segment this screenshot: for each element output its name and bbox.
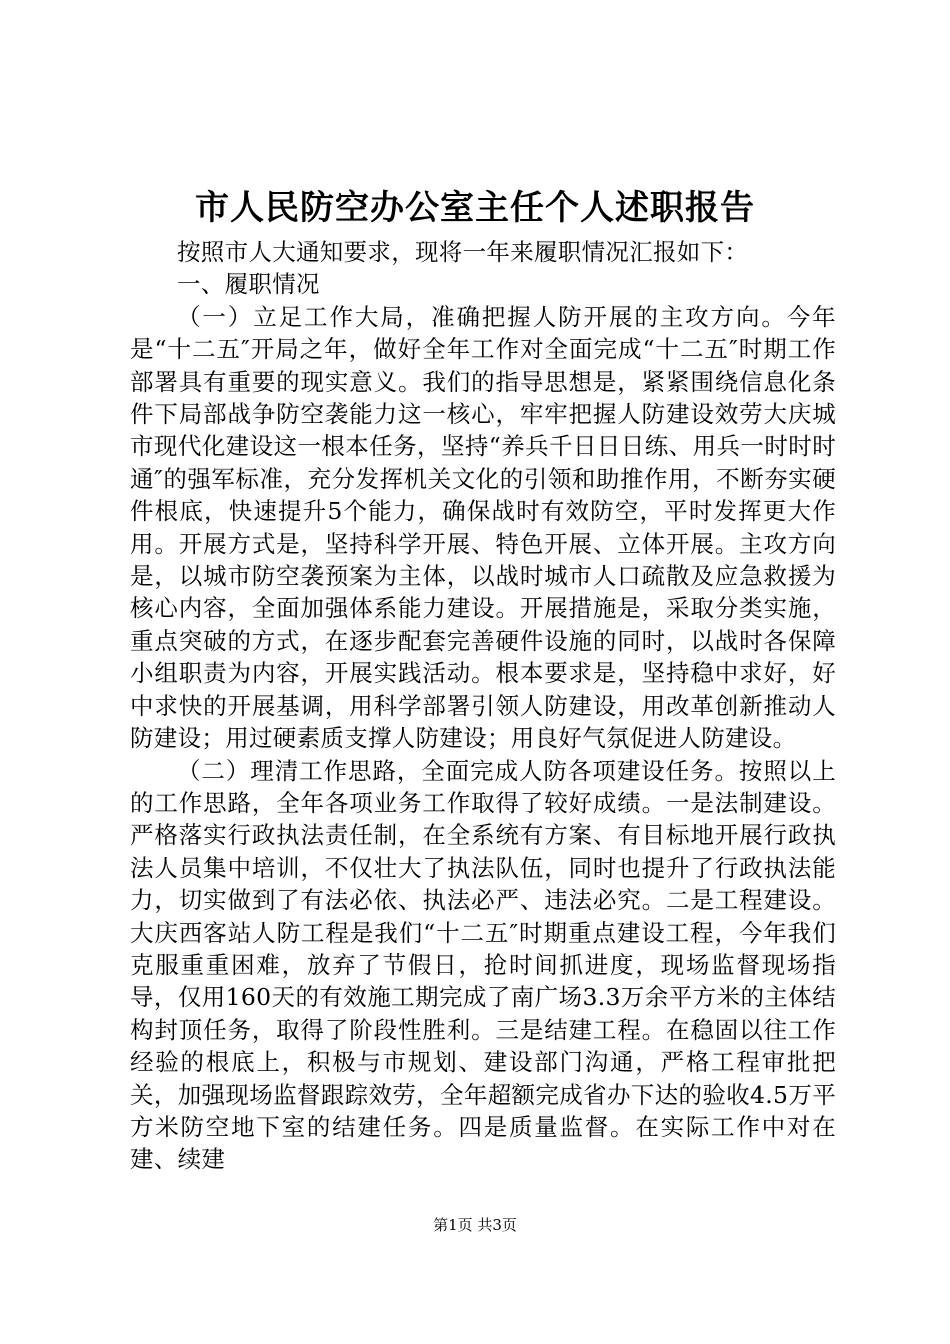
page-footer: 第1页 共3页: [433, 1216, 517, 1234]
body-paragraph-2: （二）理清工作思路，全面完成人防各项建设任务。按照以上的工作思路，全年各项业务工作取得了较好成绩。一是法制建设。严格落实行政执法责任制，在全系统有方案、有目标地开展行政执法人员集中培训，不仅壮大了执法队伍，同时也提升了行政执法能力，切实做到了有法必依、执法必严、违法必究。二是工程建设。大庆西客站人防工程是我们“十二五″时期重点建设工程，今年我们克服重重困难，放弃了节假日，抢时间抓进度，现场监督现场指导，仅用160天的有效施工期完成了南广场3.3万余平方米的主体结构封顶任务，取得了阶段性胜利。三是结建工程。在稳固以往工作经验的根底上，积极与市规划、建设部门沟通，严格工程审批把关，加强现场监督跟踪效劳，全年超额完成省办下达的验收4.5万平方米防空地下室的结建任务。四是质量监督。在实际工作中对在建、续建: [130, 756, 836, 1174]
section-heading: 一、履职情况: [177, 270, 320, 299]
document-title: 市人民防空办公室主任个人述职报告: [195, 188, 755, 228]
document-body: [130, 236, 836, 1176]
intro-paragraph: 按照市人大通知要求，现将一年来履职情况汇报如下：: [177, 238, 749, 266]
body-paragraph-1: （一）立足工作大局，准确把握人防开展的主攻方向。今年是“十二五″开局之年，做好全年工作对全面完成“十二五″时期工作部署具有重要的现实意义。我们的指导思想是，紧紧围绕信息化条件下局部战争防空袭能力这一核心，牢牢把握人防建设效劳大庆城市现代化建设这一根本任务，坚持“养兵千日日日练、用兵一时时时通″的强军标准，充分发挥机关文化的引领和助推作用，不断夯实硬件根底，快速提升5个能力，确保战时有效防空，平时发挥更大作用。开展方式是，坚持科学开展、特色开展、立体开展。主攻方向是，以城市防空袭预案为主体，以战时城市人口疏散及应急救援为核心内容，全面加强体系能力建设。开展措施是，采取分类实施，重点突破的方式，在逐步配套完善硬件设施的同时，以战时各保障小组职责为内容，开展实践活动。根本要求是，坚持稳中求好，好中求快的开展基调，用科学部署引领人防建设，用改革创新推动人防建设；用过硬素质支撑人防建设；用良好气氛促进人防建设。: [130, 302, 836, 753]
